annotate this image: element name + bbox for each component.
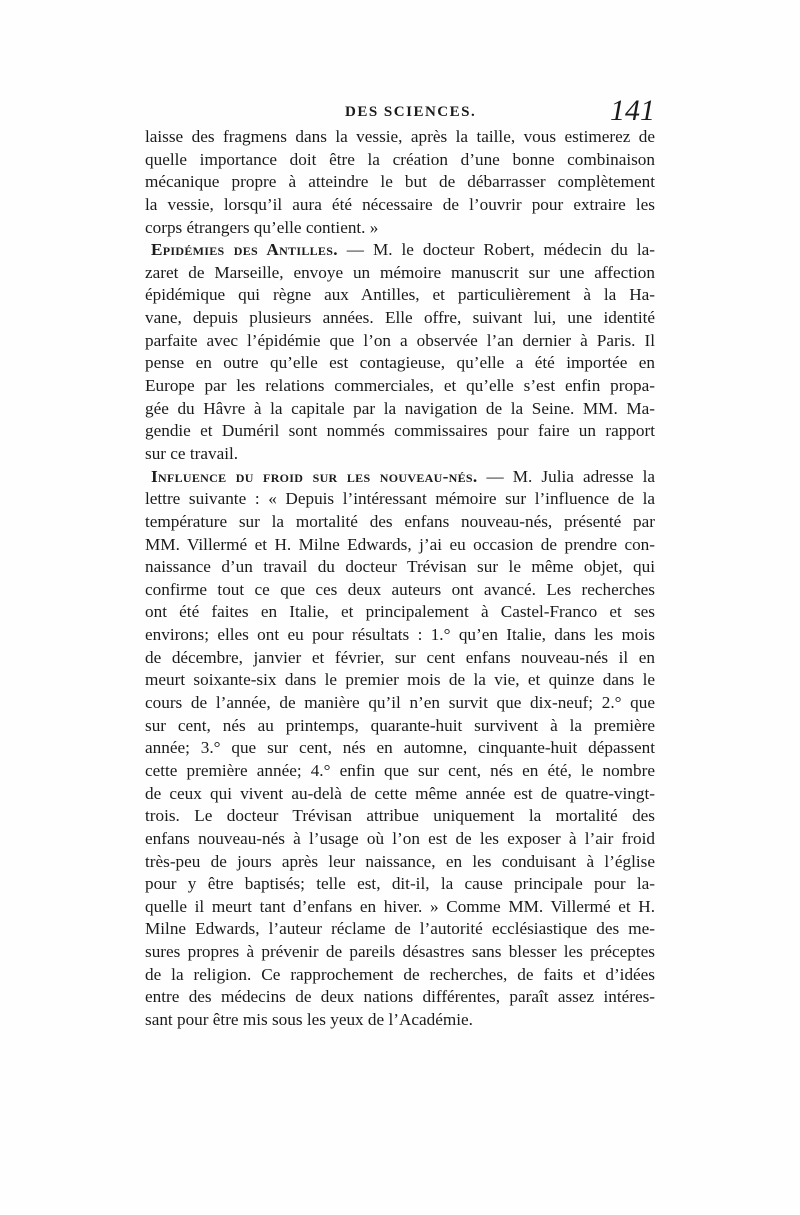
text-line: lettre suivante : « Depuis l’intéressant mémoire sur l’influence de la bbox=[145, 489, 655, 509]
text-line: zaret de Marseille, envoye un mémoire manuscrit sur une affection bbox=[145, 262, 655, 282]
text-line: sant pour être mis sous les yeux de l’Académie. bbox=[145, 1009, 473, 1029]
text-line: cette première année; 4.° enfin que sur cent, nés en été, le nombre bbox=[145, 760, 655, 780]
text-line: très-peu de jours après leur naissance, en les conduisant à l’église bbox=[145, 851, 655, 871]
body-text bbox=[145, 126, 655, 1032]
text-line: sur ce travail. bbox=[145, 443, 239, 463]
text-line: de ceux qui vivent au-delà de cette même année est de quatre-vingt- bbox=[145, 783, 655, 803]
text-line: épidémique qui règne aux Antilles, et particulièrement à la Ha- bbox=[145, 285, 655, 305]
text-line: enfans nouveau-nés à l’usage où l’on est de les exposer à l’air froid bbox=[145, 828, 655, 848]
text-line: gée du Hâvre à la capitale par la navigation de la Seine. MM. Ma- bbox=[145, 398, 655, 418]
section-first-line bbox=[145, 239, 655, 262]
section-first-line bbox=[145, 466, 655, 489]
running-head bbox=[145, 94, 655, 128]
text-line: pense en outre qu’elle est contagieuse, qu’elle a été importée en bbox=[145, 353, 655, 373]
text-line: confirme tout ce que ces deux auteurs ont avancé. Les recherches bbox=[145, 579, 655, 599]
text-line: meurt soixante-six dans le premier mois de la vie, et quinze dans le bbox=[145, 670, 655, 690]
text-line: sures propres à prévenir de pareils désastres sans blesser les préceptes bbox=[145, 942, 655, 962]
text-line: ont été faites en Italie, et principalement à Castel-Franco et ses bbox=[145, 602, 655, 622]
section-first-line-text: — M. le docteur Robert, médecin du la- bbox=[337, 240, 655, 260]
text-line: environs; elles ont eu pour résultats : 1.° qu’en Italie, dans les mois bbox=[145, 625, 655, 645]
text-line: quelle importance doit être la création d’une bonne combinaison bbox=[145, 149, 655, 169]
text-line: naissance d’un travail du docteur Trévisan sur le même objet, qui bbox=[145, 557, 655, 577]
text-line: mécanique propre à atteindre le but de débarrasser complètement bbox=[145, 172, 655, 192]
running-title: DES SCIENCES. bbox=[345, 104, 477, 120]
text-line: laisse des fragmens dans la vessie, après la taille, vous estimerez de bbox=[145, 127, 655, 146]
text-line: la vessie, lorsqu’il aura été nécessaire de l’ouvrir pour extraire les bbox=[145, 194, 655, 214]
section-first-line-text: — M. Julia adresse la bbox=[477, 466, 655, 486]
text-line: année; 3.° que sur cent, nés en automne, cinquante-huit dépassent bbox=[145, 738, 655, 758]
text-line: entre des médecins de deux nations différentes, paraît assez intéres- bbox=[145, 987, 655, 1007]
text-line: pour y être baptisés; telle est, dit-il, la cause principale pour la- bbox=[145, 874, 655, 894]
text-line: vane, depuis plusieurs années. Elle offre, suivant lui, une identité bbox=[145, 308, 655, 328]
text-line: parfaite avec l’épidémie que l’on a observée l’an dernier à Paris. Il bbox=[145, 330, 655, 350]
section-heading-epidemies: Epidémies des Antilles. bbox=[151, 240, 338, 260]
text-line: cours de l’année, de manière qu’il n’en survit que dix-neuf; 2.° que bbox=[145, 693, 655, 713]
text-line: quelle il meurt tant d’enfans en hiver. » Comme MM. Villermé et H. bbox=[145, 896, 655, 916]
text-line: température sur la mortalité des enfans nouveau-nés, présenté par bbox=[145, 511, 655, 531]
text-line: de la religion. Ce rapprochement de recherches, de faits et d’idées bbox=[145, 964, 655, 984]
text-line: Europe par les relations commerciales, et qu’elle s’est enfin propa- bbox=[145, 376, 655, 396]
page-number: 141 bbox=[610, 94, 655, 127]
section-heading-influence: Influence du froid sur les nouveau-nés. bbox=[151, 466, 478, 486]
text-line: corps étrangers qu’elle contient. » bbox=[145, 217, 379, 237]
text-line: gendie et Duméril sont nommés commissaires pour faire un rapport bbox=[145, 421, 655, 441]
text-line: Milne Edwards, l’auteur réclame de l’autorité ecclésiastique des me- bbox=[145, 919, 655, 939]
text-line: sur cent, nés au printemps, quarante-huit survivent à la première bbox=[145, 715, 655, 735]
text-line: MM. Villermé et H. Milne Edwards, j’ai eu occasion de prendre con- bbox=[145, 534, 655, 554]
text-line: trois. Le docteur Trévisan attribue uniquement la mortalité des bbox=[145, 806, 655, 826]
text-line: de décembre, janvier et février, sur cent enfans nouveau-nés il en bbox=[145, 647, 655, 667]
